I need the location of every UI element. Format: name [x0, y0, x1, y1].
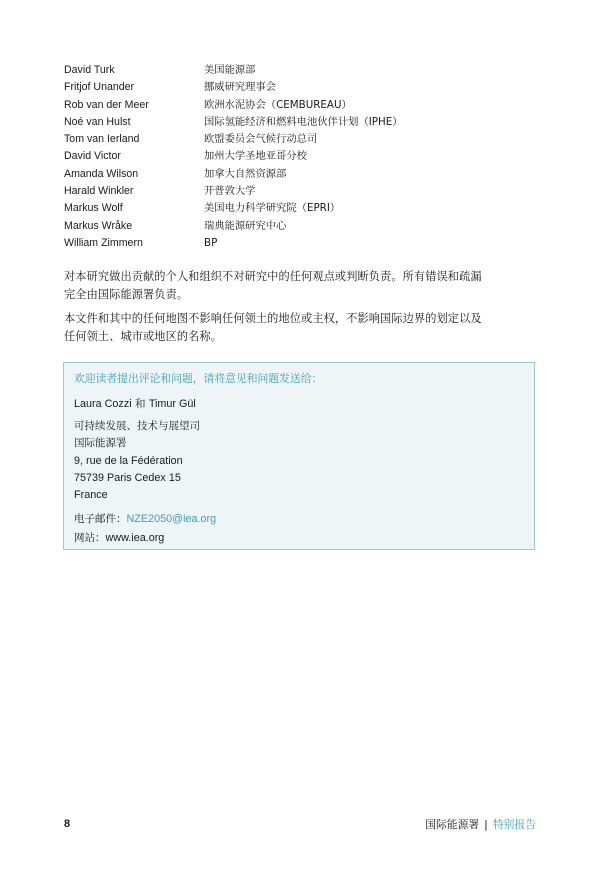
- disclaimer-paragraph-territory: [64, 310, 540, 346]
- contact-box: [63, 362, 535, 550]
- paragraph-line: 任何领土、城市或地区的名称。: [64, 330, 223, 343]
- footer-report-label: [425, 817, 536, 832]
- contact-address-street: 9, rue de la Fédération: [74, 455, 183, 467]
- contact-email-line: [74, 511, 216, 527]
- contributor-name: Fritjof Unander: [64, 81, 135, 94]
- paragraph-line: 对本研究做出贡献的个人和组织不对研究中的任何观点或判断负责。所有错误和疏漏: [64, 270, 482, 283]
- contributor-organisation: 欧洲水泥协会（CEMBUREAU）: [204, 98, 352, 111]
- footer-org-name: 国际能源署: [425, 818, 480, 831]
- contributor-name: Markus Wolf: [64, 202, 123, 215]
- contributor-organisation: BP: [204, 236, 218, 249]
- contributor-row: [64, 166, 544, 183]
- contact-website-line: [74, 530, 164, 546]
- contact-organisation: 国际能源署: [74, 437, 127, 449]
- contributor-row: [64, 235, 544, 252]
- contributor-name: David Victor: [64, 150, 121, 163]
- contact-address-city: 75739 Paris Cedex 15: [74, 472, 181, 484]
- footer-separator: |: [484, 818, 488, 831]
- contact-name-gul: Timur Gül: [148, 398, 196, 410]
- contributor-row: [64, 148, 544, 165]
- contact-directorate: 可持续发展、技术与展望司: [74, 420, 200, 432]
- contributor-name: Markus Wråke: [64, 219, 133, 232]
- contributor-row: [64, 131, 544, 148]
- contributor-name: Noé van Hulst: [64, 115, 131, 128]
- contact-heading: 欢迎读者提出评论和问题，请将意见和问题发送给：: [74, 372, 323, 385]
- contact-name-cozzi: Laura Cozzi: [74, 398, 132, 410]
- contributor-list: [64, 62, 544, 252]
- contributor-row: [64, 200, 544, 217]
- contributor-row: [64, 114, 544, 131]
- contributor-name: Rob van der Meer: [64, 98, 149, 111]
- contact-address-country: France: [74, 489, 108, 501]
- disclaimer-paragraph-responsibility: [64, 268, 540, 304]
- contact-website-label: 网站：: [74, 532, 106, 544]
- contributor-row: [64, 183, 544, 200]
- contributor-organisation: 欧盟委员会气候行动总司: [204, 133, 318, 146]
- paragraph-line: 完全由国际能源署负责。: [64, 288, 189, 301]
- contributor-organisation: 美国电力科学研究院（EPRI）: [204, 202, 341, 215]
- contributor-name: Tom van Ierland: [64, 133, 140, 146]
- contributor-organisation: 加拿大自然资源部: [204, 167, 287, 180]
- contributor-organisation: 挪威研究理事会: [204, 81, 277, 94]
- contributor-organisation: 美国能源部: [204, 64, 256, 76]
- contact-email-label: 电子邮件：: [74, 513, 127, 525]
- contributor-row: [64, 62, 544, 79]
- contact-website-link[interactable]: www.iea.org: [105, 532, 165, 544]
- contact-email-link[interactable]: NZE2050@iea.org: [126, 513, 217, 525]
- paragraph-line: 本文件和其中的任何地图不影响任何领土的地位或主权，不影响国际边界的划定以及: [64, 312, 482, 325]
- contributor-name: Amanda Wilson: [64, 167, 139, 180]
- contact-names: [74, 396, 196, 412]
- contributor-name: David Turk: [64, 64, 115, 76]
- contributor-organisation: 瑞典能源研究中心: [204, 219, 287, 232]
- contributor-row: [64, 79, 544, 96]
- contact-names-and: 和: [131, 398, 149, 410]
- contributor-organisation: 开普敦大学: [204, 185, 256, 198]
- contributor-organisation: 加州大学圣地亚哥分校: [204, 150, 307, 163]
- contributor-organisation: 国际氢能经济和燃料电池伙伴计划（IPHE）: [204, 115, 403, 128]
- page-number: 8: [64, 818, 71, 830]
- contributor-name: William Zimmern: [64, 236, 143, 249]
- contributor-row: [64, 218, 544, 235]
- contributor-name: Harald Winkler: [64, 185, 134, 198]
- contributor-row: [64, 97, 544, 114]
- footer-report-type: 特别报告: [492, 818, 536, 831]
